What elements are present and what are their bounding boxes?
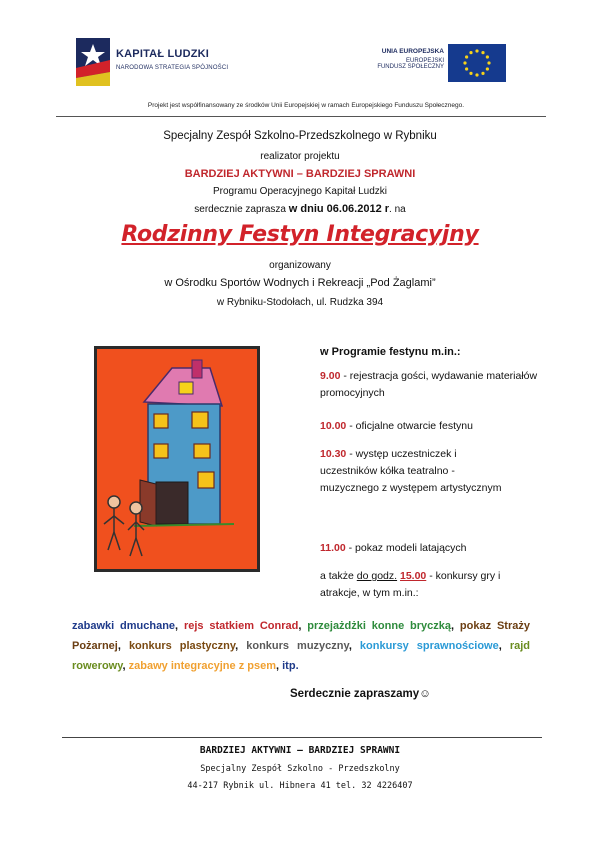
attraction-separator: , (117, 640, 129, 652)
organized-label: organizowany (269, 260, 331, 271)
eu-logo-line3: FUNDUSZ SPOŁECZNY (377, 64, 444, 70)
eu-star-icon (481, 51, 484, 54)
page-header (0, 0, 600, 120)
project-role: realizator projektu (260, 151, 340, 162)
attraction-item: konkurs muzyczny (246, 640, 349, 652)
kapital-ludzki-title: KAPITAŁ LUDZKI (116, 48, 210, 60)
closing-time: 15.00 (400, 570, 427, 582)
eu-star-icon (475, 73, 478, 76)
footer-project: BARDZIEJ AKTYWNI – BARDZIEJ SPRAWNI (199, 745, 401, 756)
attraction-separator: , (498, 640, 510, 652)
program-item (320, 540, 545, 557)
closing-prefix: a także (320, 570, 357, 582)
attraction-item: rejs statkiem Conrad (183, 620, 299, 632)
closing-text: - konkursy gry i atrakcje, w tym m.in.: (320, 570, 501, 599)
program-item (320, 446, 510, 497)
attraction-separator: , (348, 640, 360, 652)
eu-logo-line2: EUROPEJSKI (405, 58, 444, 64)
footer-divider (62, 737, 542, 738)
attraction-separator: , (235, 640, 247, 652)
kapital-ludzki-mark-icon (76, 38, 110, 86)
venue-address: w Rybniku-Stodołach, ul. Rudzka 394 (216, 297, 384, 308)
attraction-item: rajd rowerowy (72, 640, 530, 672)
program-heading: w Programie festynu m.in.: (320, 346, 461, 358)
eu-star-icon (486, 67, 489, 70)
attraction-item: zabawy integracyjne z psem (128, 660, 276, 672)
eu-logo-text (377, 48, 444, 70)
invite-suffix: . na (389, 204, 406, 215)
eu-flag-icon (448, 44, 506, 82)
venue: w Ośrodku Sportów Wodnych i Rekreacji „Pod Żaglami” (164, 277, 436, 289)
eu-logo (356, 42, 506, 88)
program-item (320, 418, 545, 435)
program-item-time: 9.00 (320, 370, 341, 382)
eu-star-icon (465, 67, 468, 70)
event-title: Rodzinny Festyn Integracyjny (121, 222, 479, 247)
attraction-item: zabawki dmuchane (72, 620, 176, 632)
invite-prefix: serdecznie zaprasza (194, 204, 286, 215)
program-item-time: 10.00 (320, 420, 347, 432)
attraction-item: przejażdżki konne bryczką (307, 620, 452, 632)
program-item-text: - oficjalne otwarcie festynu (346, 420, 473, 432)
program-item-text: - pokaz modeli latających (345, 542, 467, 554)
attraction-separator: , (276, 660, 283, 672)
eu-star-icon (469, 51, 472, 54)
attraction-separator: , (175, 620, 184, 632)
attraction-item: itp. (282, 660, 299, 672)
event-date: w dniu 06.06.2012 r (288, 203, 390, 215)
attraction-separator: , (122, 660, 129, 672)
program-item-text: - występ uczestniczek i uczestników kółka teatralno - muzycznego z występem artystycznym (320, 448, 502, 494)
child-drawing-house-image (94, 346, 260, 572)
program-item (320, 368, 545, 402)
program-closing (320, 568, 530, 602)
header-divider (56, 116, 546, 117)
eu-star-icon (475, 49, 478, 52)
project-name: BARDZIEJ AKTYWNI – BARDZIEJ SPRAWNI (184, 168, 416, 180)
closing-invitation: Serdecznie zapraszamy☺ (290, 688, 431, 700)
program-name: Programu Operacyjnego Kapitał Ludzki (213, 186, 387, 197)
eu-star-icon (463, 61, 466, 64)
school-name: Specjalny Zespół Szkolno-Przedszkolnego w Rybniku (163, 130, 437, 142)
attraction-item: konkurs plastyczny (128, 640, 236, 652)
attraction-item: konkursy sprawnościowe (359, 640, 499, 652)
eu-star-icon (469, 72, 472, 75)
attraction-separator: , (298, 620, 308, 632)
attraction-separator: , (451, 620, 460, 632)
program-item-time: 10.30 (320, 448, 347, 460)
kapital-ludzki-logo (76, 38, 246, 88)
kapital-ludzki-subtitle: NARODOWA STRATEGIA SPÓJNOŚCI (116, 65, 229, 71)
footer-school: Specjalny Zespół Szkolno - Przedszkolny (200, 764, 400, 774)
program-item-time: 11.00 (320, 542, 346, 554)
attractions-list (72, 616, 530, 676)
invitation-line (60, 203, 540, 215)
eu-star-icon (486, 55, 489, 58)
eu-star-icon (487, 61, 490, 64)
footer-address: 44-217 Rybnik ul. Hibnera 41 tel. 32 4226407 (187, 781, 413, 791)
eu-logo-line1: UNIA EUROPEJSKA (381, 48, 444, 55)
eu-star-icon (481, 72, 484, 75)
program-item-text: - rejestracja gości, wydawanie materiałów promocyjnych (320, 370, 538, 399)
closing-until: do godz. (356, 570, 398, 582)
attraction-item: pokaz Straży Pożarnej (72, 620, 530, 652)
cofinancing-note: Projekt jest współfinansowany ze środków Unii Europejskiej w ramach Europejskiego Funduszu Społecznego. (147, 102, 465, 109)
eu-star-icon (465, 55, 468, 58)
